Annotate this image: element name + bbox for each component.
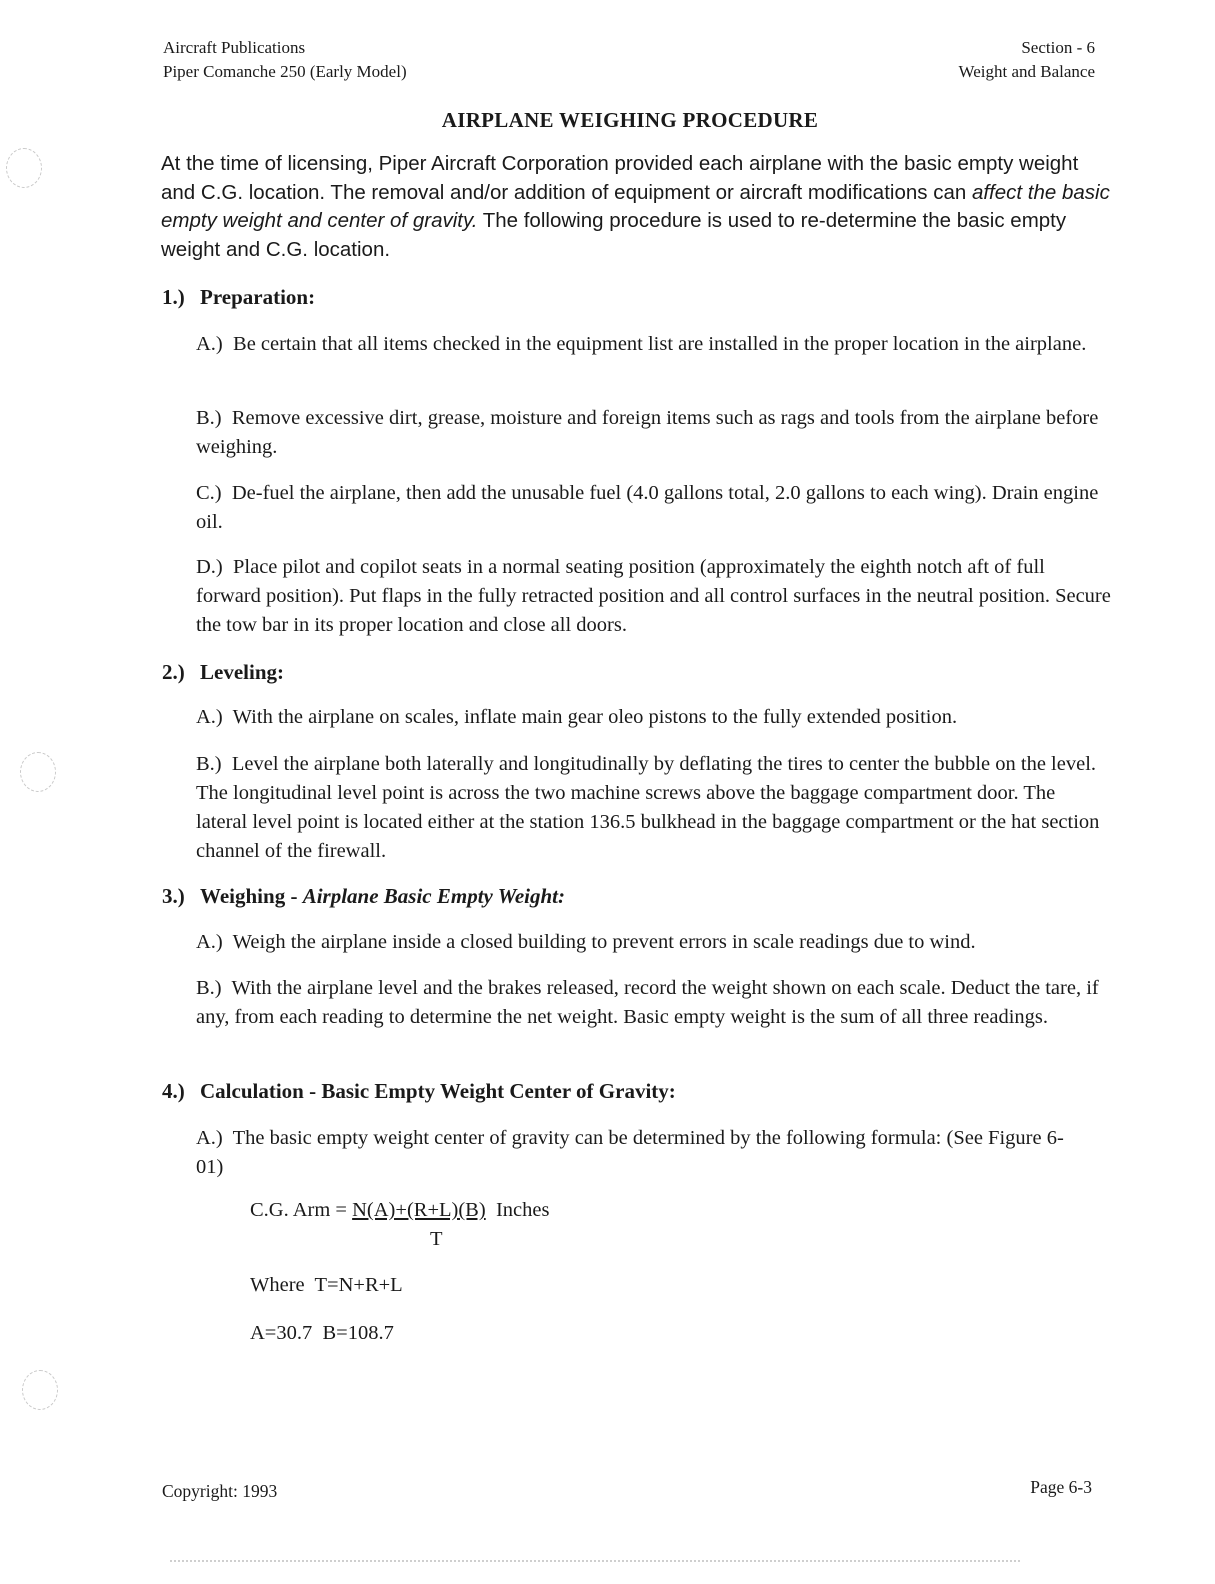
item-text: Weigh the airplane inside a closed building to prevent errors in scale readings due to wind. [232, 931, 976, 953]
intro-text-1: At the time of licensing, Piper Aircraft Corporation provided each airplane with the basic empty weight and C.G. location. The removal and/or addition of equipment or aircraft modifications can [161, 152, 1079, 204]
formula-where: Where T=N+R+L [250, 1274, 403, 1296]
item-text: De-fuel the airplane, then add the unusable fuel (4.0 gallons total, 2.0 gallons to each wing). Drain engine oil. [196, 482, 1099, 533]
formula-units: Inches [495, 1199, 550, 1221]
page-title: AIRPLANE WEIGHING PROCEDURE [441, 108, 819, 132]
section-number: 3.) [162, 884, 185, 908]
section-4-heading [162, 1079, 676, 1104]
section-3-heading [162, 884, 565, 909]
section-3-item-a [196, 928, 1111, 957]
intro-paragraph [161, 150, 1111, 264]
section-2-item-b [196, 750, 1111, 866]
section-title: Leveling: [200, 660, 284, 684]
item-label: B.) [196, 977, 222, 999]
section-title-suffix: Airplane Basic Empty Weight: [302, 884, 566, 908]
item-text: With the airplane on scales, inflate main gear oleo pistons to the fully extended position. [232, 706, 958, 728]
item-label: B.) [196, 407, 222, 429]
formula-constants: A=30.7 B=108.7 [250, 1322, 394, 1344]
header-section-number: Section - 6 [1021, 38, 1095, 57]
item-text: Remove excessive dirt, grease, moisture and foreign items such as rags and tools from the airplane before weighing. [196, 407, 1099, 458]
section-1-item-c [196, 479, 1111, 537]
section-1-item-a [196, 330, 1111, 359]
footer-copyright: Copyright: 1993 [162, 1481, 278, 1501]
intro-text-2: affect the basic empty weight and center of gravity. [161, 180, 1110, 232]
footer-page-number: Page 6-3 [1030, 1477, 1092, 1497]
punch-hole [6, 148, 42, 188]
item-text: With the airplane level and the brakes released, record the weight shown on each scale. Deduct the tare, if any, from each reading to determine the net weight. Basic empty weight is the sum of all three readings. [196, 977, 1099, 1028]
punch-hole [20, 752, 56, 792]
section-title: Preparation: [200, 285, 316, 309]
header-section-title: Weight and Balance [958, 62, 1095, 81]
section-2-item-a [196, 703, 1111, 732]
intro-text-3: The following procedure is used to re-determine the basic empty weight and C.G. location. [161, 209, 1067, 261]
section-title: Calculation - Basic Empty Weight Center of Gravity: [200, 1079, 676, 1103]
item-text: Place pilot and copilot seats in a normal seating position (approximately the eighth notch aft of full forward position). Put flaps in the fully retracted position and all control surfaces in the neutral position. Secure the tow bar in its proper location and close all doors. [196, 556, 1111, 636]
section-1-item-d [196, 553, 1111, 640]
section-number: 2.) [162, 660, 185, 684]
item-label: A.) [196, 931, 223, 953]
scan-edge-line [170, 1560, 1020, 1562]
formula-denominator: T [430, 1228, 443, 1250]
formula-lhs: C.G. Arm = [250, 1199, 353, 1221]
header-aircraft-model: Piper Comanche 250 (Early Model) [163, 62, 407, 81]
item-label: C.) [196, 482, 222, 504]
section-3-item-b [196, 974, 1111, 1032]
header-publisher-name: Aircraft Publications [163, 38, 306, 57]
cg-formula [250, 1199, 549, 1222]
section-1-item-b [196, 404, 1111, 462]
item-label: A.) [196, 333, 223, 355]
header-publisher [163, 36, 407, 84]
item-label: D.) [196, 556, 223, 578]
item-text: The basic empty weight center of gravity can be determined by the following formula: (See Figure 6-01) [196, 1127, 1064, 1178]
section-number: 1.) [162, 285, 185, 309]
header-section [959, 36, 1095, 84]
section-title-prefix: Weighing - [200, 884, 303, 908]
item-label: A.) [196, 1127, 223, 1149]
formula-numerator: N(A)+(R+L)(B) [352, 1199, 486, 1221]
item-text: Level the airplane both laterally and longitudinally by deflating the tires to center the bubble on the level. The longitudinal level point is across the two machine screws above the baggage compartment door. The lateral level point is located either at the station 136.5 bulkhead in the baggage compartment or the hat section channel of the firewall. [196, 753, 1100, 862]
section-number: 4.) [162, 1079, 185, 1103]
section-2-heading [162, 660, 284, 685]
section-4-item-a [196, 1124, 1076, 1182]
item-label: A.) [196, 706, 223, 728]
item-label: B.) [196, 753, 222, 775]
punch-hole [22, 1370, 58, 1410]
section-1-heading [162, 285, 315, 310]
item-text: Be certain that all items checked in the equipment list are installed in the proper location in the airplane. [233, 333, 1087, 355]
